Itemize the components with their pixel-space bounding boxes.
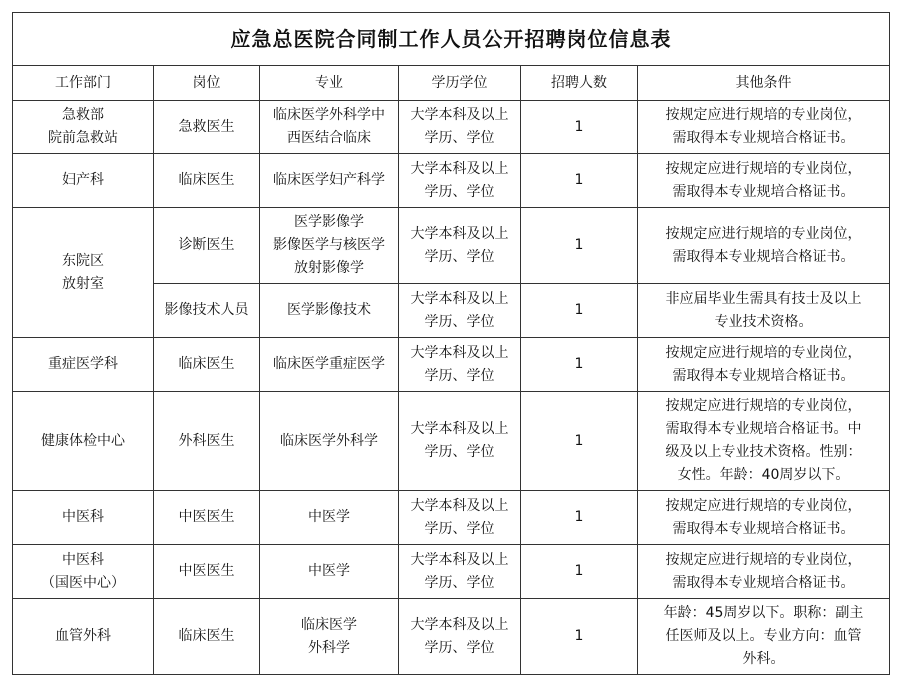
cell-line: 临床医学外科学 <box>280 432 378 449</box>
post-cell <box>154 154 260 208</box>
header-major: 专业 <box>260 66 399 101</box>
cell-line: 级及以上专业技术资格。性别： <box>665 444 862 460</box>
conditions-cell <box>638 599 890 675</box>
dept-cell <box>13 599 154 675</box>
cell-line: 影像医学与核医学 <box>273 237 385 253</box>
cell-line: 女性。年龄：40周岁以下。 <box>677 467 850 483</box>
cell-line: 需取得本专业规培合格证书。 <box>672 367 855 384</box>
cell-line: 急救部 <box>62 107 104 123</box>
major-cell <box>260 599 399 675</box>
education-cell <box>399 154 521 208</box>
cell-line: 诊断医生 <box>178 237 235 253</box>
cell-line: 大学本科及以上 <box>410 421 509 437</box>
cell-line: 需取得本专业规培合格证书。 <box>672 183 855 200</box>
cell-line: 学历、学位 <box>424 520 495 537</box>
education-cell <box>399 208 521 284</box>
cell-line: 外科学 <box>308 639 350 656</box>
cell-line: 按规定应进行规培的专业岗位， <box>665 160 862 177</box>
cell-line: 年龄：45周岁以下。职称：副主 <box>663 605 864 621</box>
count-cell: 1 <box>521 208 638 284</box>
dept-cell <box>13 154 154 208</box>
post-cell <box>154 599 260 675</box>
cell-line: 放射室 <box>62 275 104 292</box>
cell-line: 临床医学重症医学 <box>273 356 385 372</box>
cell-line: 学历、学位 <box>424 313 495 330</box>
table-row <box>13 599 890 675</box>
cell-line: 外科。 <box>742 651 785 667</box>
cell-line: 学历、学位 <box>424 367 495 384</box>
major-cell <box>260 284 399 338</box>
header-education: 学历学位 <box>399 66 521 101</box>
recruitment-table <box>12 12 890 675</box>
cell-line: 外科医生 <box>178 432 235 449</box>
dept-cell <box>13 491 154 545</box>
cell-line: 临床医学妇产科学 <box>273 172 385 188</box>
dept-cell <box>13 101 154 154</box>
header-conditions: 其他条件 <box>638 66 890 101</box>
education-cell <box>399 599 521 675</box>
major-cell <box>260 208 399 284</box>
cell-line: 大学本科及以上 <box>410 107 509 123</box>
cell-line: 东院区 <box>62 252 104 269</box>
cell-line: 放射影像学 <box>294 260 364 276</box>
count-cell: 1 <box>521 545 638 599</box>
cell-line: 需取得本专业规培合格证书。 <box>672 574 855 591</box>
cell-line: 临床医生 <box>178 628 235 644</box>
post-cell <box>154 392 260 491</box>
count-cell: 1 <box>521 599 638 675</box>
header-dept: 工作部门 <box>13 66 154 101</box>
count-cell: 1 <box>521 491 638 545</box>
count-cell: 1 <box>521 154 638 208</box>
count-cell: 1 <box>521 284 638 338</box>
cell-line: 中医科 <box>62 509 104 525</box>
post-cell <box>154 284 260 338</box>
conditions-cell <box>638 208 890 284</box>
cell-line: 影像技术人员 <box>164 302 249 318</box>
cell-line: 大学本科及以上 <box>410 290 509 307</box>
major-cell <box>260 392 399 491</box>
cell-line: 临床医生 <box>178 172 235 188</box>
cell-line: 需取得本专业规培合格证书。 <box>672 248 855 265</box>
dept-cell <box>13 338 154 392</box>
cell-line: 需取得本专业规培合格证书。中 <box>665 421 862 437</box>
table-row <box>13 545 890 599</box>
cell-line: 学历、学位 <box>424 130 495 146</box>
cell-line: 临床医学 <box>301 616 357 633</box>
dept-cell <box>13 545 154 599</box>
count-cell: 1 <box>521 392 638 491</box>
cell-line: 临床医学外科学中 <box>273 107 385 123</box>
count-cell: 1 <box>521 338 638 392</box>
dept-cell <box>13 392 154 491</box>
cell-line: 血管外科 <box>55 628 111 644</box>
cell-line: 重症医学科 <box>48 356 118 372</box>
conditions-cell <box>638 491 890 545</box>
cell-line: 妇产科 <box>62 172 104 188</box>
post-cell <box>154 338 260 392</box>
conditions-cell <box>638 338 890 392</box>
cell-line: 健康体检中心 <box>41 432 125 449</box>
cell-line: 按规定应进行规培的专业岗位， <box>665 344 862 361</box>
post-cell <box>154 545 260 599</box>
cell-line: 学历、学位 <box>424 183 495 200</box>
cell-line: 急救医生 <box>178 118 235 135</box>
education-cell <box>399 545 521 599</box>
post-cell <box>154 491 260 545</box>
cell-line: 按规定应进行规培的专业岗位， <box>665 225 862 242</box>
cell-line: 专业技术资格。 <box>714 313 813 330</box>
cell-line: 大学本科及以上 <box>410 551 509 568</box>
education-cell <box>399 338 521 392</box>
cell-line: 按规定应进行规培的专业岗位， <box>665 398 862 414</box>
table-row <box>13 392 890 491</box>
conditions-cell <box>638 545 890 599</box>
cell-line: 按规定应进行规培的专业岗位， <box>665 551 862 568</box>
cell-line: 医学影像技术 <box>287 302 371 318</box>
conditions-cell <box>638 284 890 338</box>
header-count: 招聘人数 <box>521 66 638 101</box>
header-post: 岗位 <box>154 66 260 101</box>
major-cell <box>260 545 399 599</box>
cell-line: 学历、学位 <box>424 574 495 591</box>
count-cell: 1 <box>521 101 638 154</box>
cell-line: 大学本科及以上 <box>410 344 509 361</box>
cell-line: 大学本科及以上 <box>410 616 509 633</box>
table-row <box>13 208 890 284</box>
cell-line: 任医师及以上。专业方向：血管 <box>665 628 862 644</box>
table-body <box>13 101 890 675</box>
cell-line: 按规定应进行规培的专业岗位， <box>665 107 862 123</box>
cell-line: 临床医生 <box>178 356 235 372</box>
cell-line: 中医医生 <box>178 509 235 525</box>
major-cell <box>260 491 399 545</box>
cell-line: 西医结合临床 <box>287 130 371 146</box>
major-cell <box>260 338 399 392</box>
education-cell <box>399 284 521 338</box>
table-title: 应急总医院合同制工作人员公开招聘岗位信息表 <box>13 13 890 66</box>
education-cell <box>399 392 521 491</box>
cell-line: （国医中心） <box>41 574 125 591</box>
cell-line: 大学本科及以上 <box>410 160 509 177</box>
post-cell <box>154 101 260 154</box>
table-row <box>13 491 890 545</box>
conditions-cell <box>638 392 890 491</box>
post-cell <box>154 208 260 284</box>
cell-line: 中医学 <box>308 509 350 525</box>
cell-line: 院前急救站 <box>48 130 118 146</box>
cell-line: 需取得本专业规培合格证书。 <box>672 130 855 146</box>
cell-line: 需取得本专业规培合格证书。 <box>672 520 855 537</box>
cell-line: 按规定应进行规培的专业岗位， <box>665 497 862 514</box>
major-cell <box>260 101 399 154</box>
dept-cell <box>13 208 154 338</box>
header-row <box>13 66 890 101</box>
cell-line: 学历、学位 <box>424 639 495 656</box>
cell-line: 中医学 <box>308 563 350 579</box>
cell-line: 中医科 <box>62 551 104 568</box>
table-row <box>13 154 890 208</box>
table-row <box>13 101 890 154</box>
conditions-cell <box>638 154 890 208</box>
conditions-cell <box>638 101 890 154</box>
cell-line: 大学本科及以上 <box>410 497 509 514</box>
education-cell <box>399 101 521 154</box>
table-row <box>13 338 890 392</box>
major-cell <box>260 154 399 208</box>
cell-line: 学历、学位 <box>424 248 495 265</box>
cell-line: 学历、学位 <box>424 444 495 460</box>
education-cell <box>399 491 521 545</box>
cell-line: 医学影像学 <box>294 214 364 230</box>
cell-line: 中医医生 <box>178 563 235 579</box>
cell-line: 大学本科及以上 <box>410 225 509 242</box>
cell-line: 非应届毕业生需具有技士及以上 <box>665 290 862 307</box>
